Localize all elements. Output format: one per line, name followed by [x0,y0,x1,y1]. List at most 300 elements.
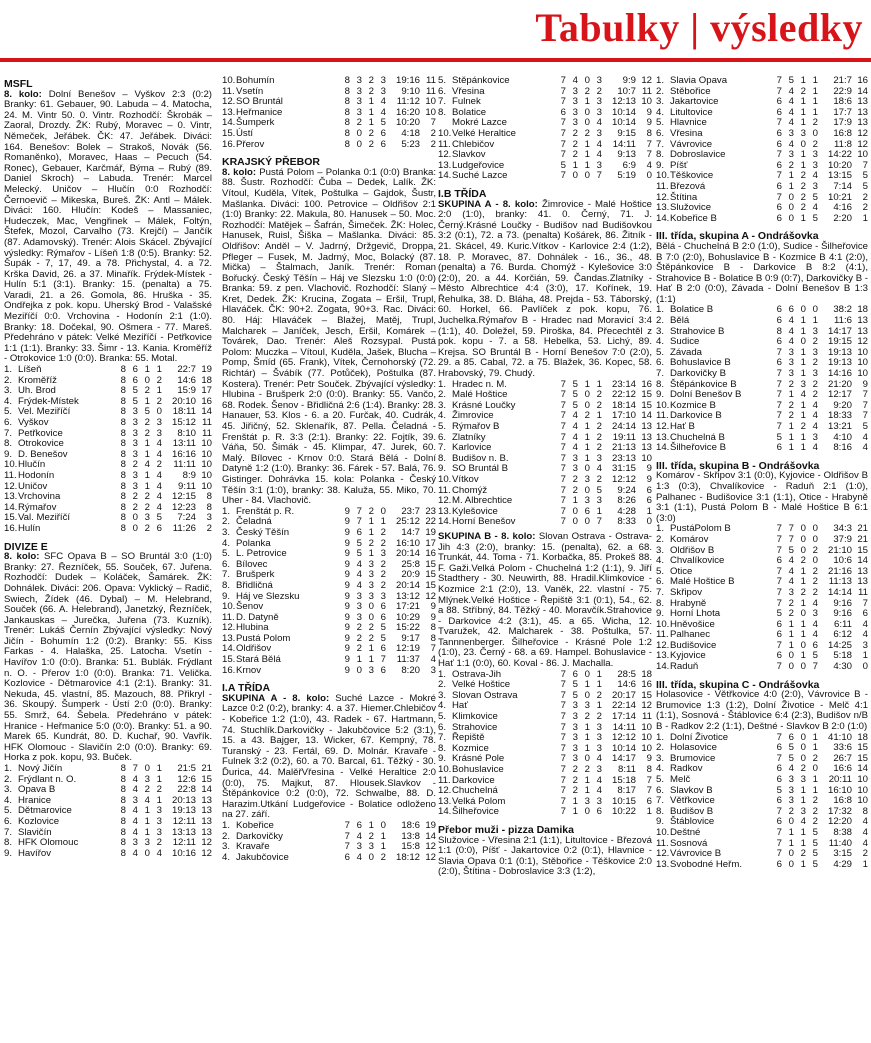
table-row [222,528,436,539]
cell-score: 21:20 [827,378,852,390]
cell-points: 12 [201,837,212,849]
cell-draws: 1 [584,138,590,150]
cell-draws: 1 [800,858,806,870]
g3c-title: III. třída, skupina C - Ondrášovka [656,678,820,691]
cell-wins: 5 [132,395,138,407]
cell-wins: 0 [788,816,794,828]
cell-played: 6 [776,618,782,630]
cell-rank: 4. [438,410,447,422]
cell-losses: 0 [812,304,818,316]
cell-points: 10 [857,357,868,369]
pm-table [656,76,868,224]
cell-team: Petřkovice [18,427,63,439]
cell-losses: 2 [596,85,602,97]
cell-score: 18:12 [395,851,420,863]
cell-losses: 2 [596,399,602,411]
cell-losses: 3 [812,368,818,380]
cell-draws: 1 [368,548,374,560]
cell-losses: 4 [156,438,162,450]
cell-wins: 4 [356,558,362,570]
cell-played: 8 [120,385,126,397]
cell-rank: 13. [656,202,670,214]
cell-points: 5 [862,170,868,182]
cell-played: 8 [120,501,126,513]
cell-losses: 4 [156,847,162,859]
cell-score: 18:14 [611,399,636,411]
cell-score: 31:15 [611,463,636,475]
cell-rank: 6. [656,357,665,369]
cell-draws: 1 [144,438,150,450]
cell-draws: 0 [800,533,806,545]
cell-draws: 1 [800,357,806,369]
cell-wins: 3 [572,742,578,754]
cell-wins: 5 [788,752,794,764]
cell-team: Sosnová [670,837,708,849]
cell-score: 19:13 [171,805,196,817]
cell-score: 11:40 [828,837,852,849]
cell-played: 6 [776,555,782,567]
cell-score: 17:7 [833,106,852,118]
cell-team: Šenov [236,601,264,613]
cell-losses: 1 [596,410,602,422]
cell-draws: 0 [800,523,806,535]
cell-team: Kozmice [452,742,489,754]
cell-wins: 4 [572,431,578,443]
cell-played: 7 [776,533,782,545]
cell-score: 16:20 [395,106,420,118]
cell-score: 13:13 [171,826,196,838]
cell-draws: 2 [368,127,374,139]
cell-wins: 4 [356,579,362,591]
cell-played: 8 [120,773,126,785]
cell-points: 14 [201,406,212,418]
cell-rank: 4. [222,851,231,863]
cell-rank: 3. [656,325,665,337]
cell-wins: 4 [356,830,362,842]
cell-played: 9 [344,537,350,549]
cell-losses: 4 [156,480,162,492]
cell-losses: 5 [812,837,818,849]
cell-points: 14 [857,85,868,97]
cell-team: Uh. Brod [18,385,56,397]
cell-rank: 4. [4,794,13,806]
cell-score: 7:24 [177,512,196,524]
cell-wins: 6 [356,819,362,831]
cell-rank: 14. [222,117,236,129]
cell-score: 8:9 [182,469,196,481]
cell-rank: 14. [438,516,452,528]
cell-score: 23:13 [611,452,636,464]
cell-rank: 11. [438,138,451,150]
cell-score: 13:15 [827,170,852,182]
cell-points: 10 [641,96,652,108]
cell-team: Slovan Ostrava [452,689,518,701]
cell-losses: 2 [156,784,162,796]
cell-played: 7 [560,170,566,182]
cell-draws: 1 [144,469,150,481]
cell-played: 7 [776,565,782,577]
cell-score: 15:22 [395,622,420,634]
g3b-title: III. třída, skupina B - Ondrášovka [656,459,820,472]
cell-points: 19 [425,819,436,831]
cell-rank: 2. [438,679,447,691]
table-row [656,588,868,599]
cell-losses: 2 [596,442,602,454]
cell-score: 14:11 [612,721,636,733]
cell-wins: 2 [788,159,794,171]
cell-team: SO Bruntál B [452,463,508,475]
cell-played: 6 [776,357,782,369]
cell-points: 11 [426,76,436,86]
cell-losses: 1 [812,784,818,796]
cell-losses: 4 [596,463,602,475]
cell-rank: 11. [656,837,669,849]
cell-rank: 9. [656,159,665,171]
cell-wins: 1 [788,389,794,401]
table-row [438,129,652,140]
cell-wins: 2 [788,399,794,411]
cell-points: 0 [646,516,652,528]
cell-wins: 4 [132,773,138,785]
cell-losses: 5 [380,117,386,129]
cell-points: 2 [862,848,868,860]
table-row [656,422,868,433]
cell-draws: 0 [584,170,590,182]
cell-team: Kozmice B [670,399,716,411]
cell-losses: 1 [812,96,818,108]
cell-played: 8 [120,847,126,859]
cell-rank: 9. [656,816,665,828]
cell-wins: 2 [572,785,578,797]
cell-draws: 1 [584,159,590,171]
cell-team: Darkovice B [670,410,722,422]
cell-rank: 6. [438,721,447,733]
cell-played: 8 [120,805,126,817]
cell-team: Brušperk [236,569,275,581]
cell-played: 6 [776,159,782,171]
table-row [438,807,652,818]
cell-team: Slavičín [18,826,52,838]
cell-rank: 3. [222,841,231,853]
cell-wins: 0 [788,661,794,673]
cell-team: Štěpánkovice [452,76,510,86]
cell-points: 15 [857,752,868,764]
cell-wins: 4 [788,106,794,118]
cell-team: Závada [670,346,702,358]
cell-score: 16:10 [395,537,420,549]
cell-losses: 3 [596,795,602,807]
ib-text: Žimrovice - Malé Hoštice 2:0 (1:0), branky: 41. 0. Černý, 71. J. Černý.Krásné Loučky - Budišov nad Budišovkou 3:2 (0:1), 72. a 73. (penalta) Košárek, 86. Žitník - 21. Skácel, 49. Kuric.Vítkov - Karlovice 2:4 (1:2), 18. P. Moravec, 87. Dohnálek - 16., 36., 48. (penalta) a 76. Burda. Chomýž - Kylešovice 3:0 (2:0), 20. a 44. Korčián, 59. Čandas.Zlatníky - Město Albrechtice 4:4 (3:0), 17. Kořínek, 19. Řehulka, 38. D. Bláha, 48. Prejda - 53. Táborský, 60. Horkel, 66. Pavlíček z pok. kopu, 76. Juchelka.Rýmařov B - Hradec nad Moravicí 3:4 (1:1), 40. Doležel, 59. Piroška, 84. Přecechtěl z pok. kopu - 7. a 58. Hebelka, 53. Lichý, 89. Krejsa. SO Bruntál B - Horní Benešov 7:0 (2:0), 29. a 85. Cabal, 72. a 75. Blažek, 36. Kopec, 58. Hrabovský, 79. Chudý. [438,198,652,380]
cell-points: 10 [857,368,868,380]
cell-points: 15 [641,399,652,411]
cell-wins: 3 [788,149,794,161]
cell-losses: 3 [596,721,602,733]
cell-draws: 1 [144,815,150,827]
cell-points: 10 [201,469,212,481]
header-rule [0,58,871,62]
cell-points: 12 [425,590,436,602]
kp-round: 8. kolo: [222,166,257,178]
g3a-text: Bělá - Chuchelná B 2:0 (1:0), Sudice - Šilheřovice B 7:0 (2:0), Bohuslavice B - Kozmice B 4:1 (2:0), Štěpánkovice B - Darkovice B 8:2 (4:1), Strahovice B - Bolatice B 0:9 (0:7), Darkovičky B - Hať B 2:0 (0:0), Závada - Dolní Benešov B 1:3 (1:1) [656,240,868,305]
ia-table-continued [438,76,652,182]
ib-title: I.B TŘÍDA [438,187,487,200]
cell-team: Velké Heraltice [452,127,516,139]
cell-wins: 2 [132,459,138,471]
cell-points: 13 [201,815,212,827]
g3b-text: Komárov - Skřipov 3:1 (0:0), Kyjovice - Oldřišov B 1:3 (0:3), Chvalíkovice - Raduň 2:1 (1:0), Palhanec - Budišovice 3:1 (1:1), Otice - Hrabyně 3:1 (1:1), Pustá Polom B - Malé Hoštice B 6:1 (3:0) [656,470,868,524]
cell-draws: 1 [800,325,806,337]
cell-score: 21:13 [611,442,636,454]
cell-losses: 0 [380,505,386,517]
cell-draws: 1 [800,784,806,796]
cell-rank: 13. [656,431,670,443]
cell-losses: 6 [380,127,386,139]
cell-score: 25:12 [395,516,420,528]
cell-played: 9 [344,590,350,602]
cell-draws: 1 [800,212,806,224]
table-row [656,775,868,786]
cell-score: 20:14 [395,548,420,560]
cell-rank: 10. [438,127,452,139]
cell-rank: 1. [656,523,665,535]
cell-played: 7 [344,830,350,842]
cell-score: 19:15 [827,336,852,348]
cell-score: 9:17 [401,632,420,644]
cell-wins: 2 [572,484,578,496]
cell-played: 7 [560,473,566,485]
cell-losses: 2 [812,117,818,129]
cell-draws: 2 [584,764,590,775]
cell-points: 2 [862,202,868,214]
cell-score: 10:7 [617,85,636,97]
cell-points: 4 [646,159,652,171]
table-row [438,422,652,433]
cell-played: 7 [560,149,566,161]
cell-draws: 1 [144,480,150,492]
table-row [656,129,868,140]
cell-draws: 1 [800,117,806,129]
cell-draws: 1 [800,795,806,807]
cell-wins: 6 [788,731,794,743]
cell-score: 14:17 [611,753,636,765]
cell-draws: 3 [584,795,590,807]
cell-wins: 2 [572,138,578,150]
cell-losses: 3 [812,325,818,337]
cell-losses: 1 [156,794,162,806]
cell-points: 9 [430,611,436,623]
cell-played: 9 [344,632,350,644]
cell-losses: 3 [596,764,602,775]
cell-points: 0 [646,170,652,182]
cell-score: 18:6 [401,819,420,831]
cell-rank: 2. [438,389,447,401]
divize-text: SFC Opava B – SO Bruntál 3:0 (1:0) Branky: 27. Řezníček, 55. Souček, 67. Juřena. Rozhodčí: Dudek – Koláček, Šamárek. ŽK: Dohnálek. Diváci: 206. Opava: Vyklický – Radič, Swiech, Žídek (46. Dybal) – M. Helebrand, Souček (66. A. Helebrand), Janetzký, Řezníček, Jankauskas – Jurečka, Juřena (73. Kuzník). Trenér: Lukáš Černín Zbývající výsledky: Nový Jičín - Bohumín 1:2 (0:2). Branky: 55. Kiss Farkas - 4. Halaška, 25. Latocha. Vsetín - Havířov 1:0 (0:0). Branka: 51. Bublák. Frýdlant n. O. - Přerov 1:0 (0:0). Branka: 71. Velička. Kozlovice - Dětmarovice 4:1 (2:1). Branky: 31. Nekuda, 45. vlastní, 85. Mazouch, 88. Přikryl - 36. Skoupý. Šumperk - Ústí 2:0 (0:0). Branky: 55. Smrž, 64. Šebela. Předehráno v pátek: Hranice - Heřmanice 5:0 (0:0). Branky: 51. a 90. Marek 65. Kundrát, 80. D. Kuchař, 90. Vavřík. HFK Olomouc - Slavičín 2:0 (0:0). Branky: 69. Horka z pok. kopu, 93. Buček. [4,551,212,764]
cell-rank: 16. [4,522,18,534]
cell-points: 10 [641,721,652,733]
cell-losses: 5 [812,826,818,838]
cell-score: 10:29 [395,611,420,623]
cell-team: Deštné [670,826,701,838]
table-row [656,828,868,839]
cell-points: 14 [425,830,436,842]
cell-wins: 4 [572,410,578,422]
cell-points: 0 [862,661,868,673]
cell-points: 10 [857,784,868,796]
cell-played: 7 [560,421,566,432]
cell-rank: 14. [656,212,670,224]
cell-points: 2 [206,522,212,534]
cell-team: Slavia Opava [670,76,728,86]
table-row [222,76,436,87]
cell-points: 23 [425,505,436,517]
cell-losses: 1 [596,679,602,691]
cell-draws: 4 [800,816,806,828]
table-row [4,524,212,535]
cell-points: 7 [430,117,436,129]
cell-draws: 3 [584,495,590,507]
cell-points: 17 [201,385,212,397]
cell-draws: 0 [800,752,806,764]
cell-score: 20:10 [171,395,196,407]
cell-draws: 3 [584,473,590,485]
cell-played: 8 [120,448,126,460]
cell-score: 8:16 [833,442,852,454]
cell-losses: 1 [156,773,162,785]
cell-team: Sudice [670,336,700,348]
cell-draws: 2 [368,85,374,97]
cell-losses: 4 [596,753,602,765]
cell-score: 16:10 [827,784,852,796]
cell-score: 9:15 [617,127,636,139]
cell-draws: 0 [800,336,806,348]
cell-played: 7 [776,523,782,535]
cell-score: 22:14 [611,700,636,712]
cell-draws: 2 [800,555,806,567]
cell-wins: 4 [788,315,794,327]
cell-points: 13 [641,442,652,454]
cell-team: Vřesina [670,127,703,139]
cell-rank: 7. [656,368,665,380]
cell-points: 9 [646,473,652,485]
cell-wins: 3 [572,700,578,712]
cell-points: 1 [862,212,868,224]
cell-played: 7 [560,484,566,496]
cell-rank: 5. [222,548,231,560]
cell-points: 13 [641,421,652,432]
cell-rank: 7. [438,732,447,744]
cell-played: 7 [776,544,782,556]
cell-played: 9 [344,601,350,613]
cell-team: Opava B [18,784,56,796]
g3a-table [656,305,868,453]
cell-points: 1 [862,650,868,662]
cell-played: 6 [776,650,782,662]
cell-losses: 5 [156,512,162,524]
cell-played: 7 [776,826,782,838]
cell-played: 7 [560,764,566,775]
cell-team: Havířov [18,847,52,859]
cell-team: Rýmařov [18,501,57,513]
cell-wins: 0 [572,170,578,182]
cell-rank: 2. [656,85,665,97]
cell-score: 16:16 [171,448,196,460]
cell-played: 8 [120,459,126,471]
cell-losses: 6 [380,664,386,676]
cell-team: Frenštát p. R. [236,505,295,517]
cell-played: 9 [344,579,350,591]
cell-rank: 4. [656,336,665,348]
cell-points: 10 [201,438,212,450]
cell-played: 9 [344,622,350,634]
cell-rank: 2. [4,773,13,785]
cell-points: 7 [862,159,868,171]
cell-losses: 6 [596,806,602,818]
cell-rank: 9. [656,608,665,620]
cell-losses: 6 [156,522,162,534]
cell-score: 20:13 [171,794,196,806]
cell-played: 8 [120,837,126,849]
cell-rank: 5. [438,711,447,723]
msfl-table [4,365,212,535]
cell-team: Čeladná [236,516,272,528]
cell-team: Vrchovina [18,491,61,503]
table-row [222,129,436,140]
cell-rank: 5. [656,117,665,129]
cell-played: 9 [344,611,350,623]
cell-rank: 1. [656,304,665,316]
cell-played: 6 [776,96,782,108]
cell-points: 16 [641,679,652,691]
cell-team: Dobroslavice [670,149,726,161]
cell-points: 12 [425,841,436,853]
cell-score: 4:10 [833,431,852,443]
cell-score: 14:11 [612,138,636,150]
cell-points: 4 [862,837,868,849]
cell-rank: 16. [222,138,236,150]
cell-draws: 1 [800,629,806,641]
cell-played: 7 [560,442,566,454]
cell-points: 10 [857,774,868,785]
cell-draws: 3 [368,579,374,591]
cell-losses: 6 [380,643,386,655]
cell-wins: 3 [356,106,362,118]
cell-losses: 3 [380,590,386,602]
cell-draws: 2 [368,537,374,549]
cell-team: Štěpánkovice B [670,378,737,390]
cell-rank: 9. [438,463,447,475]
cell-team: Polanka [236,537,271,549]
cell-score: 6:11 [834,618,852,630]
cell-rank: 5. [656,774,665,785]
cell-points: 4 [862,826,868,838]
cell-points: 9 [862,378,868,390]
cell-team: Litultovice [670,106,713,118]
cell-team: Ludgeřovice [452,159,505,171]
cell-losses: 3 [812,180,818,192]
cell-losses: 2 [380,558,386,570]
cell-wins: 2 [788,805,794,817]
cell-team: Otrokovice [18,438,64,450]
cell-score: 10:21 [827,191,852,203]
cell-rank: 15. [4,512,18,524]
cell-losses: 4 [596,138,602,150]
cell-wins: 6 [132,374,138,386]
cell-team: M. Albrechtice [452,495,513,507]
cell-points: 11 [202,427,212,439]
table-row [656,182,868,193]
cell-points: 10 [857,795,868,807]
cell-team: Suché Lazce [452,170,508,182]
